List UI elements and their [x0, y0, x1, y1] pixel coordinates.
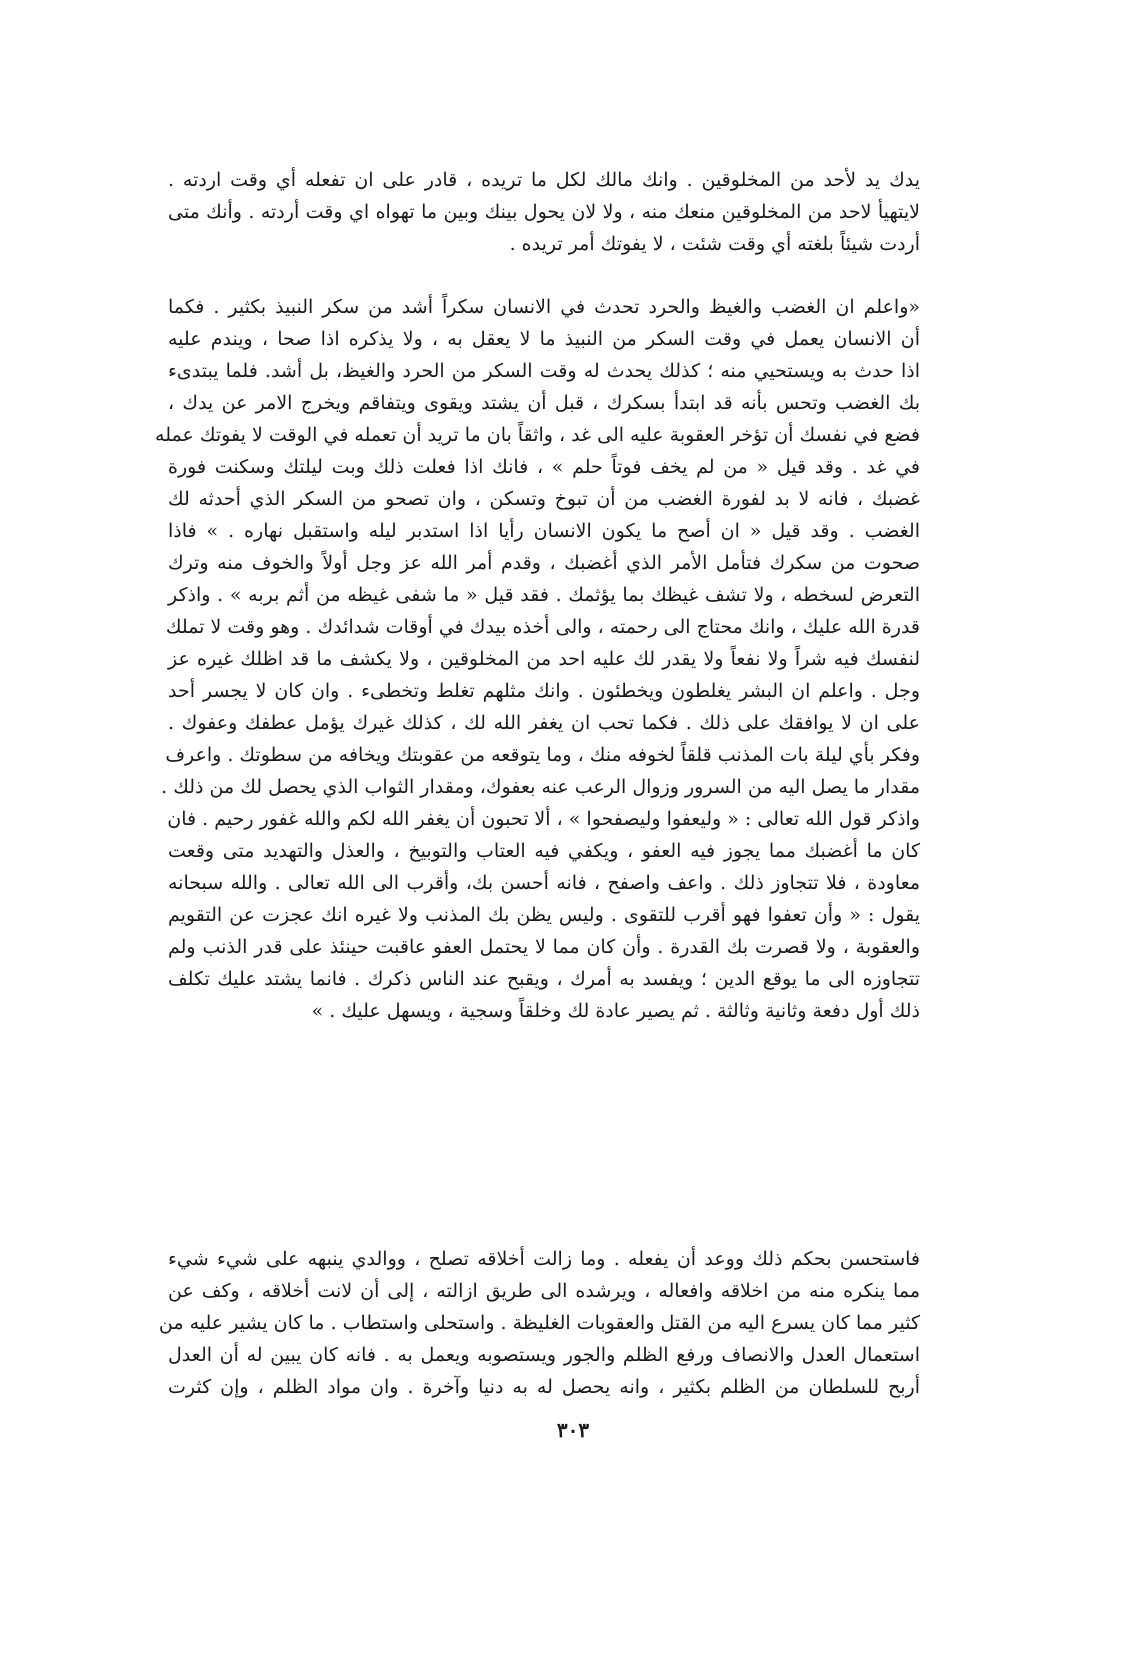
text-line: وجل . واعلم ان البشر يغلطون ويخطئون . وانك مثلهم تغلط وتخطىء . وان كان لا يجسر أحد: [168, 680, 920, 702]
text-line: أن الانسان يعمل في وقت السكر من النبيذ ما لا يعقل به ، ولا يذكره اذا صحا ، ويندم عليه: [168, 328, 920, 350]
text-line: ذلك أول دفعة وثانية وثالثة . ثم يصير عادة لك وخلقاً وسجية ، ويسهل عليك . »: [311, 1000, 920, 1022]
text-line: وفكر بأي ليلة بات المذنب قلقاً لخوفه منك ، وما يتوقعه من عقوبتك ويخافه من سطوتك . واعرف: [165, 744, 920, 766]
text-line: يقول : « وأن تعفوا فهو أقرب للتقوى . وليس يظن بك المذنب ولا غيره انك عجزت عن التقويم: [168, 904, 920, 926]
text-line: أربح للسلطان من الظلم بكثير ، وانه يحصل له به دنيا وآخرة . وان مواد الظلم ، وإن كثرت: [168, 1376, 920, 1398]
text-line: الغضب . وقد قيل « ان أصح ما يكون الانسان رأيا اذا استدبر ليله واستقبل نهاره . » فاذا: [168, 520, 920, 542]
text-line: والعقوبة ، ولا قصرت بك القدرة . وأن كان مما لا يحتمل العفو عاقبت حينئذ على قدر الذنب ولم: [168, 936, 920, 958]
text-line: فضع في نفسك أن تؤخر العقوبة عليه الى غد ، واثقاً بان ما تريد أن تعمله في الوقت لا يفوتك عمله: [155, 424, 920, 446]
text-line: يدك يد لأحد من المخلوقين . وانك مالك لكل ما تريده ، قادر على ان تفعله أي وقت اردته .: [168, 169, 920, 191]
text-line: بك الغضب وتحس بأنه قد ابتدأ بسكرك ، قبل أن يشتد ويقوى ويتفاقم ويخرج الامر عن يدك ،: [168, 392, 920, 414]
text-line: لايتهيأ لاحد من المخلوقين منعك منه ، ولا لان يحول بينك وبين ما تهواه اي وقت أردته . وأنك متى: [168, 201, 920, 223]
text-line: في غد . وقد قيل « من لم يخف فوتاً حلم » ، فانك اذا فعلت ذلك وبت ليلتك وسكنت فورة: [168, 456, 920, 478]
text-line: تتجاوزه الى ما يوقع الدين ؛ ويفسد به أمرك ، ويقبح عند الناس ذكرك . فانما يشتد عليك تكلف: [168, 968, 920, 990]
text-line: مما ينكره منه من اخلاقه وافعاله ، ويرشده الى طريق ازالته ، إلى أن لانت أخلاقه ، وكف عن: [168, 1280, 920, 1302]
text-line: صحوت من سكرك فتأمل الأمر الذي أغضبك ، وقدم أمر الله عز وجل أولاً والخوف منه وترك: [168, 552, 920, 574]
text-line: معاودة ، فلا تتجاوز ذلك . واعف واصفح ، فانه أحسن بك، وأقرب الى الله تعالى . والله سبحانه: [168, 872, 920, 894]
text-line: التعرض لسخطه ، ولا تشف غيظك بما يؤثمك . فقد قيل « ما شفى غيظه من أثم بربه » . واذكر: [168, 584, 920, 606]
paragraph-3: [158, 1243, 920, 1403]
text-line: استعمال العدل والانصاف ورفع الظلم والجور ويستصوبه ويعمل به . فانه كان يبين له أن العدل: [168, 1344, 920, 1366]
text-line: فاستحسن بحكم ذلك ووعد أن يفعله . وما زالت أخلاقه تصلح ، ووالدي ينبهه على شيء شيء: [168, 1248, 920, 1270]
text-line: كان ما أغضبك مما يجوز فيه العفو ، ويكفي فيه العتاب والتوبيخ ، والعذل والتهديد متى وقعت: [168, 840, 920, 862]
text-line: «واعلم ان الغضب والغيظ والحرد تحدث في الانسان سكراً أشد من سكر النبيذ بكثير . فكما: [168, 296, 920, 318]
text-line: اذا حدث به ويستحيي منه ؛ كذلك يحدث له وقت السكر من الحرد والغيظ، بل أشد. فلما يبتدىء: [168, 360, 920, 382]
text-line: قدرة الله عليك ، وانك محتاج الى رحمته ، والى أخذه بيدك في أوقات شدائدك . وهو وقت لا تملك: [165, 616, 920, 638]
paragraph-2: [155, 291, 920, 1027]
page-number: ٣٠٣: [556, 1418, 590, 1442]
text-line: غضبك ، فانه لا بد لفورة الغضب من أن تبوخ وتسكن ، وان تصحو من السكر الذي أحدثه لك: [168, 488, 920, 510]
text-line: أردت شيئاً بلغته أي وقت شئت ، لا يفوتك أمر تريده .: [509, 233, 920, 255]
text-line: واذكر قول الله تعالى : « وليعفوا وليصفحوا » ، ألا تحبون أن يغفر الله لكم والله غفور رحيم . فان: [167, 808, 920, 830]
paragraph-1: [168, 164, 920, 260]
text-line: على ان لا يوافقك على ذلك . فكما تحب ان يغفر الله لك ، كذلك غيرك يؤمل عطفك وعفوك .: [168, 712, 920, 734]
text-line: لنفسك فيه شراً ولا نفعاً ولا يقدر لك عليه احد من المخلوقين ، ولا يكشف ما قد اظلك غيره عز: [168, 648, 920, 670]
text-line: مقدار ما يصل اليه من السرور وزوال الرعب عنه بعفوك، ومقدار الثواب الذي يحصل لك من ذلك .: [161, 776, 920, 798]
text-line: كثير مما كان يسرع اليه من القتل والعقوبات الغليظة . واستحلى واستطاب . ما كان يشير عليه من: [158, 1312, 920, 1334]
